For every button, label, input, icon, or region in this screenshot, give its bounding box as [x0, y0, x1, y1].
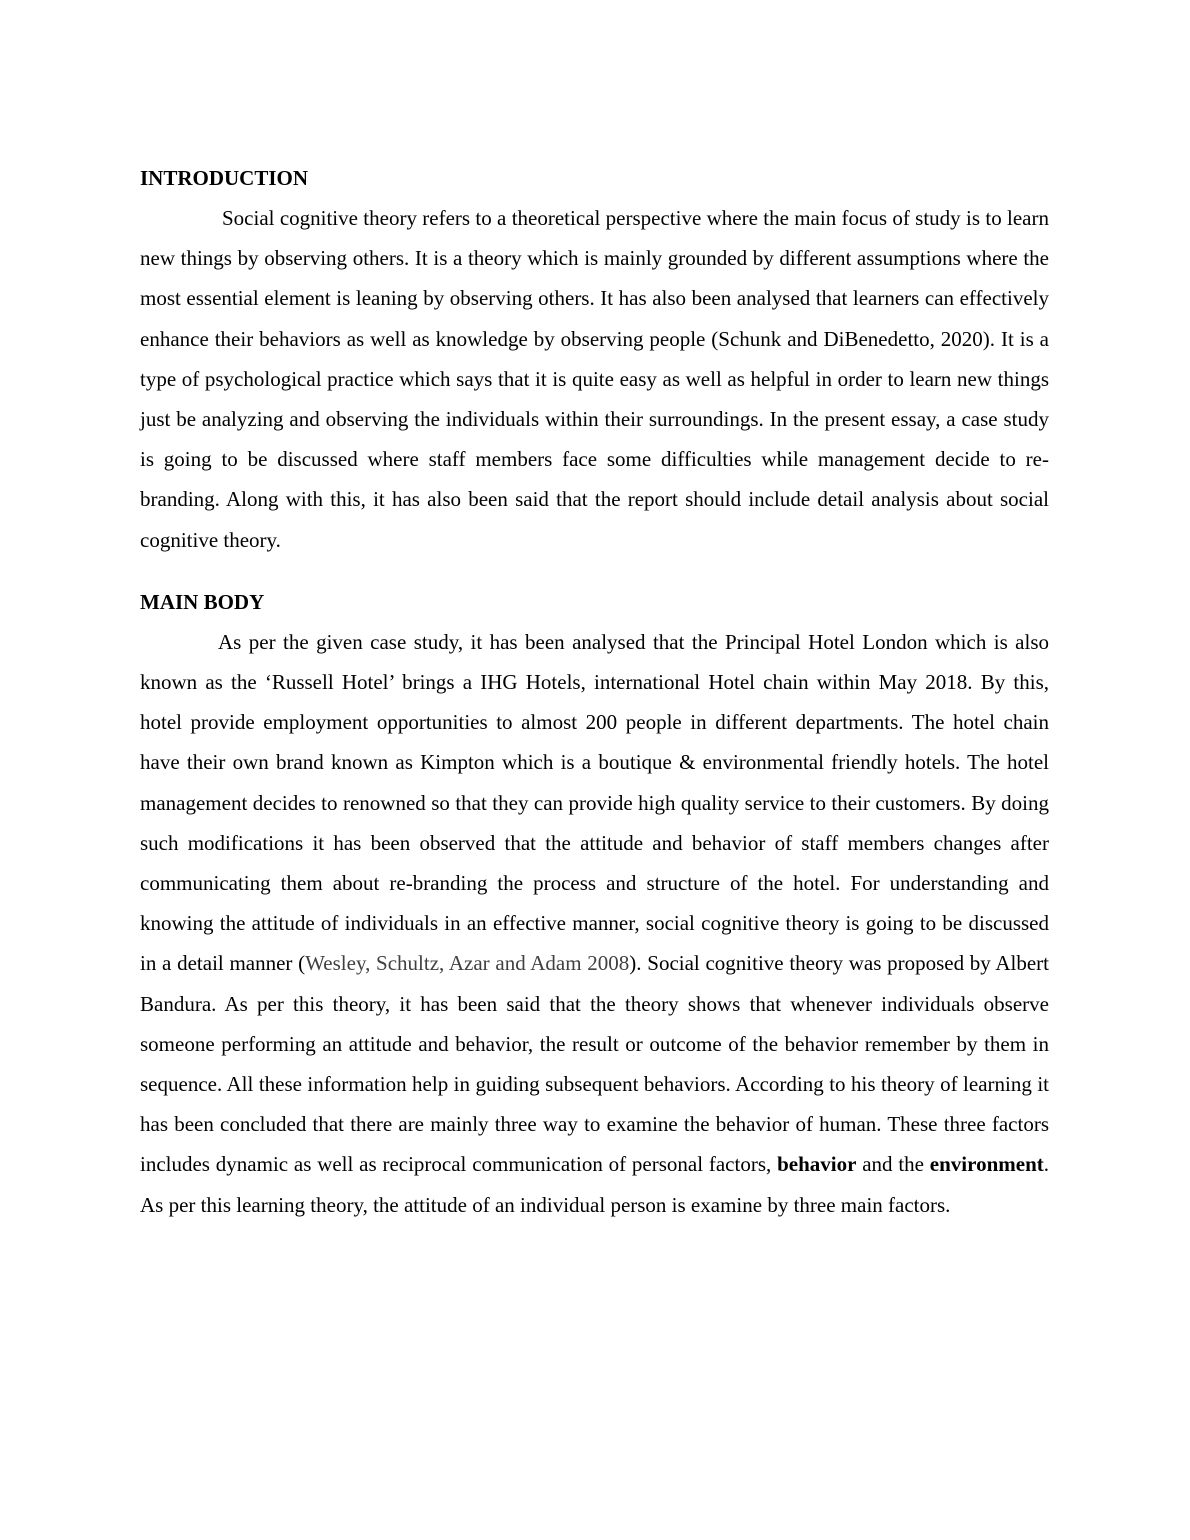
main-body-text-part2: ). Social cognitive theory was proposed by Albert Bandura. As per this theory, it has been said that the theory shows that whenever individuals observe someone performing an attitude and behavior, the result or outcome of the behavior remember by them in sequence. All these information help in guiding subsequent behaviors. According to his theory of learning it has been concluded that there are mainly three way to examine the behavior of human. These three factors includes dynamic as well as reciprocal communication of personal factors,: [140, 951, 1049, 1177]
main-body-text-part3: and the: [856, 1152, 930, 1177]
main-body-paragraph: [140, 622, 1049, 1225]
introduction-paragraph: Social cognitive theory refers to a theoretical perspective where the main focus of study is to learn new things by observing others. It is a theory which is mainly grounded by different assumptions where the most essential element is leaning by observing others. It has also been analysed that learners can effectively enhance their behaviors as well as knowledge by observing people (Schunk and DiBenedetto, 2020). It is a type of psychological practice which says that it is quite easy as well as helpful in order to learn new things just be analyzing and observing the individuals within their surroundings. In the present essay, a case study is going to be discussed where staff members face some difficulties while management decide to re-branding. Along with this, it has also been said that the report should include detail analysis about social cognitive theory.: [140, 206, 1049, 552]
introduction-heading: INTRODUCTION: [140, 166, 309, 190]
term-environment: environment: [929, 1152, 1044, 1177]
main-body-heading: MAIN BODY: [140, 589, 265, 614]
term-behavior: behavior: [777, 1152, 857, 1177]
document-page: [140, 160, 1049, 1225]
citation-reference: Wesley, Schultz, Azar and Adam 2008: [305, 951, 630, 976]
main-body-text-part1: As per the given case study, it has been analysed that the Principal Hotel London which is also known as the ‘Russell Hotel’ brings a IHG Hotels, international Hotel chain within May 2018. By this, hotel provide employment opportunities to almost 200 people in different departments. The hotel chain have their own brand known as Kimpton which is a boutique & environmental friendly hotels. The hotel management decides to renowned so that they can provide high quality service to their customers. By doing such modifications it has been observed that the attitude and behavior of staff members changes after communicating them about re-branding the process and structure of the hotel. For understanding and knowing the attitude of individuals in an effective manner, social cognitive theory is going to be discussed in a detail manner (: [140, 629, 1049, 976]
main-body-text-part4: . As per this learning theory, the attitude of an individual person is examine by three main factors.: [140, 1152, 1049, 1217]
